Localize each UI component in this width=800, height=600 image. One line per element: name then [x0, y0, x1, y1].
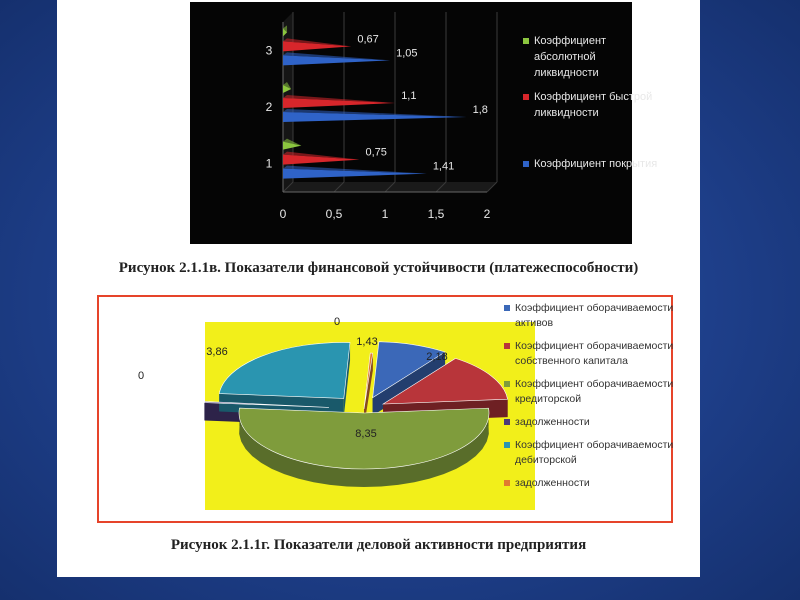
pie-data-label: 0: [333, 316, 341, 328]
data-label: 1,05: [396, 47, 418, 60]
data-label: 0,75: [365, 146, 387, 159]
legend-swatch: [504, 419, 510, 425]
pie-chart: [99, 297, 674, 521]
legend-item: Коэффициент покрытия: [534, 158, 658, 170]
bar-chart-caption: Рисунок 2.1.1в. Показатели финансовой устойчивости (платежеспособности): [118, 260, 639, 276]
pie-data-label: 8,35: [355, 428, 377, 440]
legend-swatch: [504, 343, 510, 349]
legend-swatch: [504, 305, 510, 311]
x-tick-label: 1,5: [427, 207, 445, 221]
x-tick-label: 2: [483, 207, 491, 221]
legend-item: задолженности: [515, 477, 590, 489]
x-tick-label: 1: [381, 207, 389, 221]
legend-item: Коэффициент оборачиваемости собственного капитала: [515, 340, 674, 367]
pie-data-label: 3,86: [206, 346, 228, 358]
slide: [57, 0, 700, 577]
legend-swatch: [504, 381, 510, 387]
data-label: 0,67: [357, 33, 379, 46]
x-tick-label: 0: [279, 207, 287, 221]
legend-swatch: [504, 480, 510, 486]
pie-data-label: 1,43: [356, 336, 378, 348]
pie-chart-caption: Рисунок 2.1.1г. Показатели деловой активности предприятия: [170, 537, 587, 553]
legend-item: Коэффициент оборачиваемости дебиторской: [515, 439, 674, 466]
legend-item: задолженности: [515, 416, 590, 428]
legend-swatch: [523, 161, 529, 167]
legend-swatch: [523, 94, 529, 100]
legend-swatch: [504, 442, 510, 448]
category-label: 1: [265, 156, 273, 171]
x-tick-label: 0,5: [325, 207, 343, 221]
pie-data-label: 2,18: [426, 351, 448, 363]
data-label: 1,41: [432, 160, 455, 173]
bar-chart: [190, 2, 658, 244]
pie-chart-frame: [97, 295, 673, 523]
legend-item: Коэффициент оборачиваемости кредиторской: [515, 378, 674, 405]
bar-chart-panel: [190, 2, 658, 244]
data-label: 1,1: [401, 90, 417, 102]
data-label: 1,8: [472, 104, 488, 116]
category-label: 3: [265, 43, 273, 58]
pie-data-label: 0: [137, 370, 145, 382]
legend-item: Коэффициент быстрой ликвидности: [534, 91, 653, 119]
legend-item: Коэффициент абсолютной ликвидности: [534, 35, 607, 79]
legend-item: Коэффициент оборачиваемости активов: [515, 302, 674, 329]
category-label: 2: [265, 100, 273, 114]
legend-swatch: [523, 38, 529, 44]
